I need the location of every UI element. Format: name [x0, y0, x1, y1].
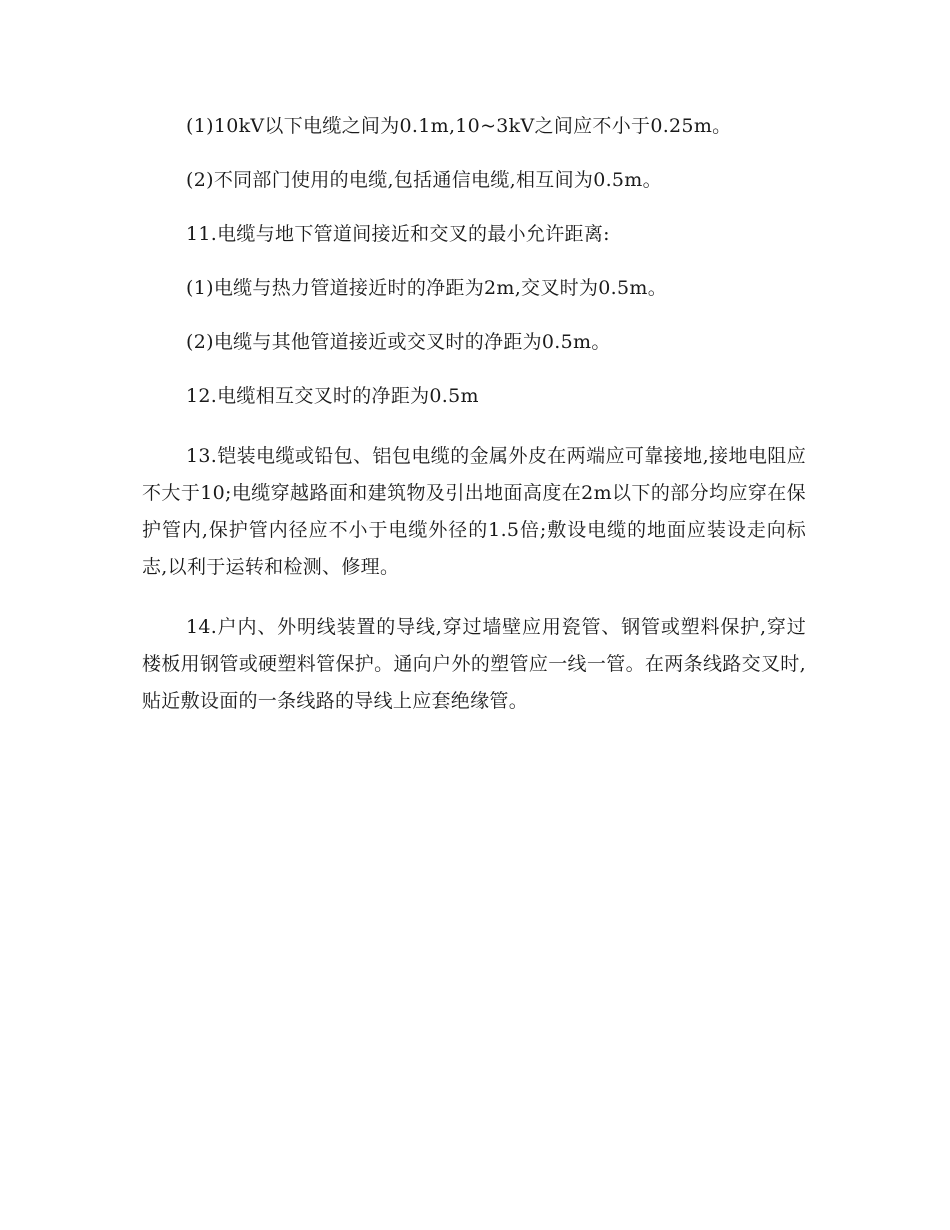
document-body [142, 108, 806, 720]
paragraph-item-11-heading: 11.电缆与地下管道间接近和交叉的最小允许距离: [186, 223, 610, 245]
paragraph-item-12: 12.电缆相互交叉时的净距为0.5m [186, 385, 479, 407]
paragraph-other-pipe-distance: (2)电缆与其他管道接近或交叉时的净距为0.5m。 [186, 331, 611, 353]
paragraph-cable-spacing-1: (1)10kV以下电缆之间为0.1m,10~3kV之间应不小于0.25m。 [186, 115, 732, 137]
paragraph-item-13: 13.铠装电缆或铅包、铝包电缆的金属外皮在两端应可靠接地,接地电阻应不大于10;电缆穿越路面和建筑物及引出地面高度在2m以下的部分均应穿在保护管内,保护管内径应不小于电缆外径的1.5倍;敷设电缆的地面应装设走向标志,以利于运转和检测、修理。 [142, 445, 806, 578]
paragraph-item-14: 14.户内、外明线装置的导线,穿过墙壁应用瓷管、钢管或塑料保护,穿过楼板用钢管或硬塑料管保护。通向户外的塑管应一线一管。在两条线路交叉时,贴近敷设面的一条线路的导线上应套绝缘管。 [142, 616, 806, 712]
paragraph-cable-spacing-2: (2)不同部门使用的电缆,包括通信电缆,相互间为0.5m。 [186, 169, 662, 191]
paragraph-heat-pipe-distance: (1)电缆与热力管道接近时的净距为2m,交叉时为0.5m。 [186, 277, 667, 299]
